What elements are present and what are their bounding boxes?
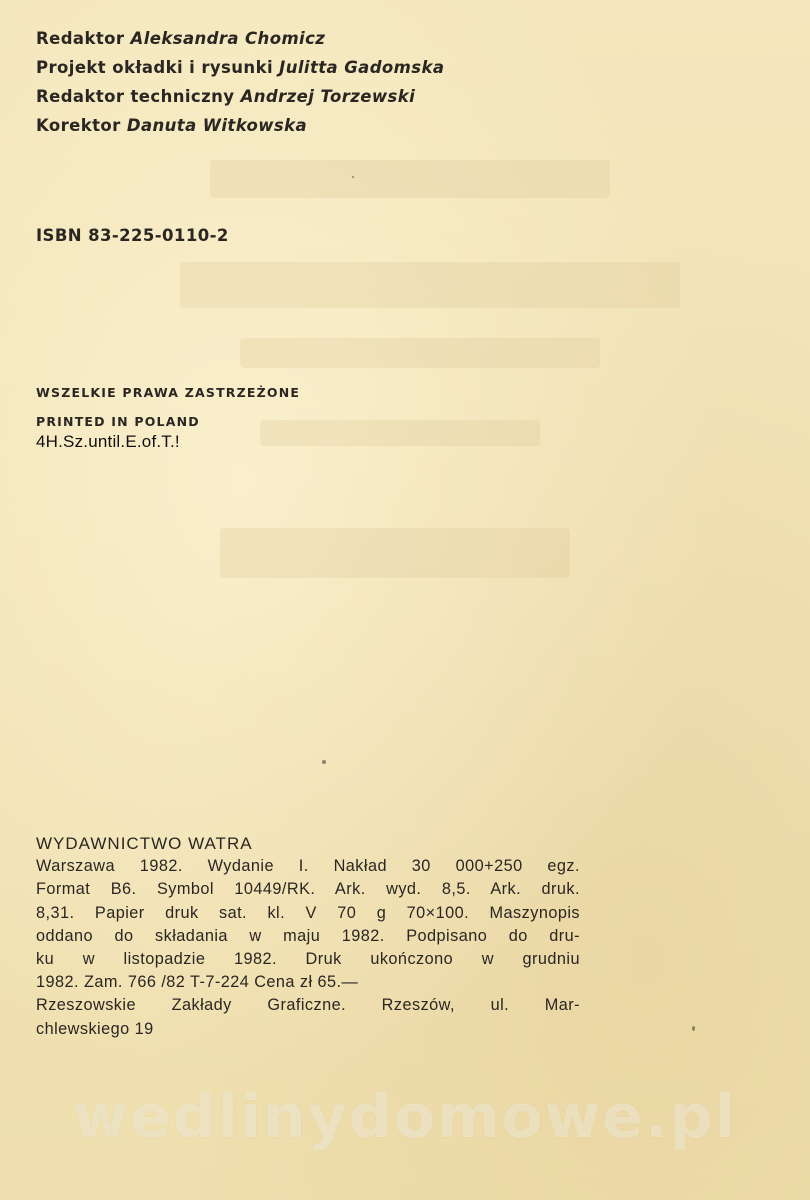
publisher-imprint [36,832,580,1041]
site-watermark: wedlinydomowe.pl [72,1082,738,1152]
imprint-line: ku w listopadzie 1982. Druk ukończono w grudniu [36,950,580,969]
credit-role: Redaktor [36,29,125,48]
isbn-number: ISBN 83-225-0110-2 [36,226,229,245]
publisher-name: WYDAWNICTWO WATRA [36,834,253,853]
catalog-code: 4H.Sz.until.E.of.T.! [36,432,180,451]
credit-line [36,111,444,140]
imprint-line: Warszawa 1982. Wydanie I. Nakład 30 000+250 egz. [36,857,580,876]
editorial-credits [36,24,444,140]
credit-role: Redaktor techniczny [36,87,235,106]
paper-speck [692,1026,695,1031]
credit-person: Aleksandra Chomicz [130,29,326,48]
credit-person: Andrzej Torzewski [240,87,416,106]
credit-person: Julitta Gadomska [279,58,445,77]
imprint-line: oddano do składania w maju 1982. Podpisano do dru- [36,926,580,945]
rights-notice [36,378,300,436]
credit-line [36,24,444,53]
rights-reserved: WSZELKIE PRAWA ZASTRZEŻONE [36,385,301,400]
imprint-line: chlewskiego 19 [36,1019,154,1038]
show-through-smudge [260,420,540,446]
credit-line [36,82,444,111]
credit-line [36,53,444,82]
imprint-line: 8,31. Papier druk sat. kl. V 70 g 70×100. Maszynopis [36,903,580,922]
show-through-smudge [210,160,610,198]
imprint-line: 1982. Zam. 766 /82 T-7-224 Cena zł 65.— [36,973,359,992]
credit-role: Projekt okładki i rysunki [36,58,274,77]
show-through-smudge [240,338,600,368]
credit-role: Korektor [36,116,121,135]
credit-person: Danuta Witkowska [126,116,307,135]
paper-speck [352,176,354,178]
show-through-smudge [220,528,570,578]
show-through-smudge [180,262,680,308]
paper-speck [322,760,326,764]
printed-in: PRINTED IN POLAND [36,414,200,429]
imprint-line: Rzeszowskie Zakłady Graficzne. Rzeszów, ul. Mar- [36,996,580,1015]
imprint-line: Format B6. Symbol 10449/RK. Ark. wyd. 8,5. Ark. druk. [36,880,580,899]
